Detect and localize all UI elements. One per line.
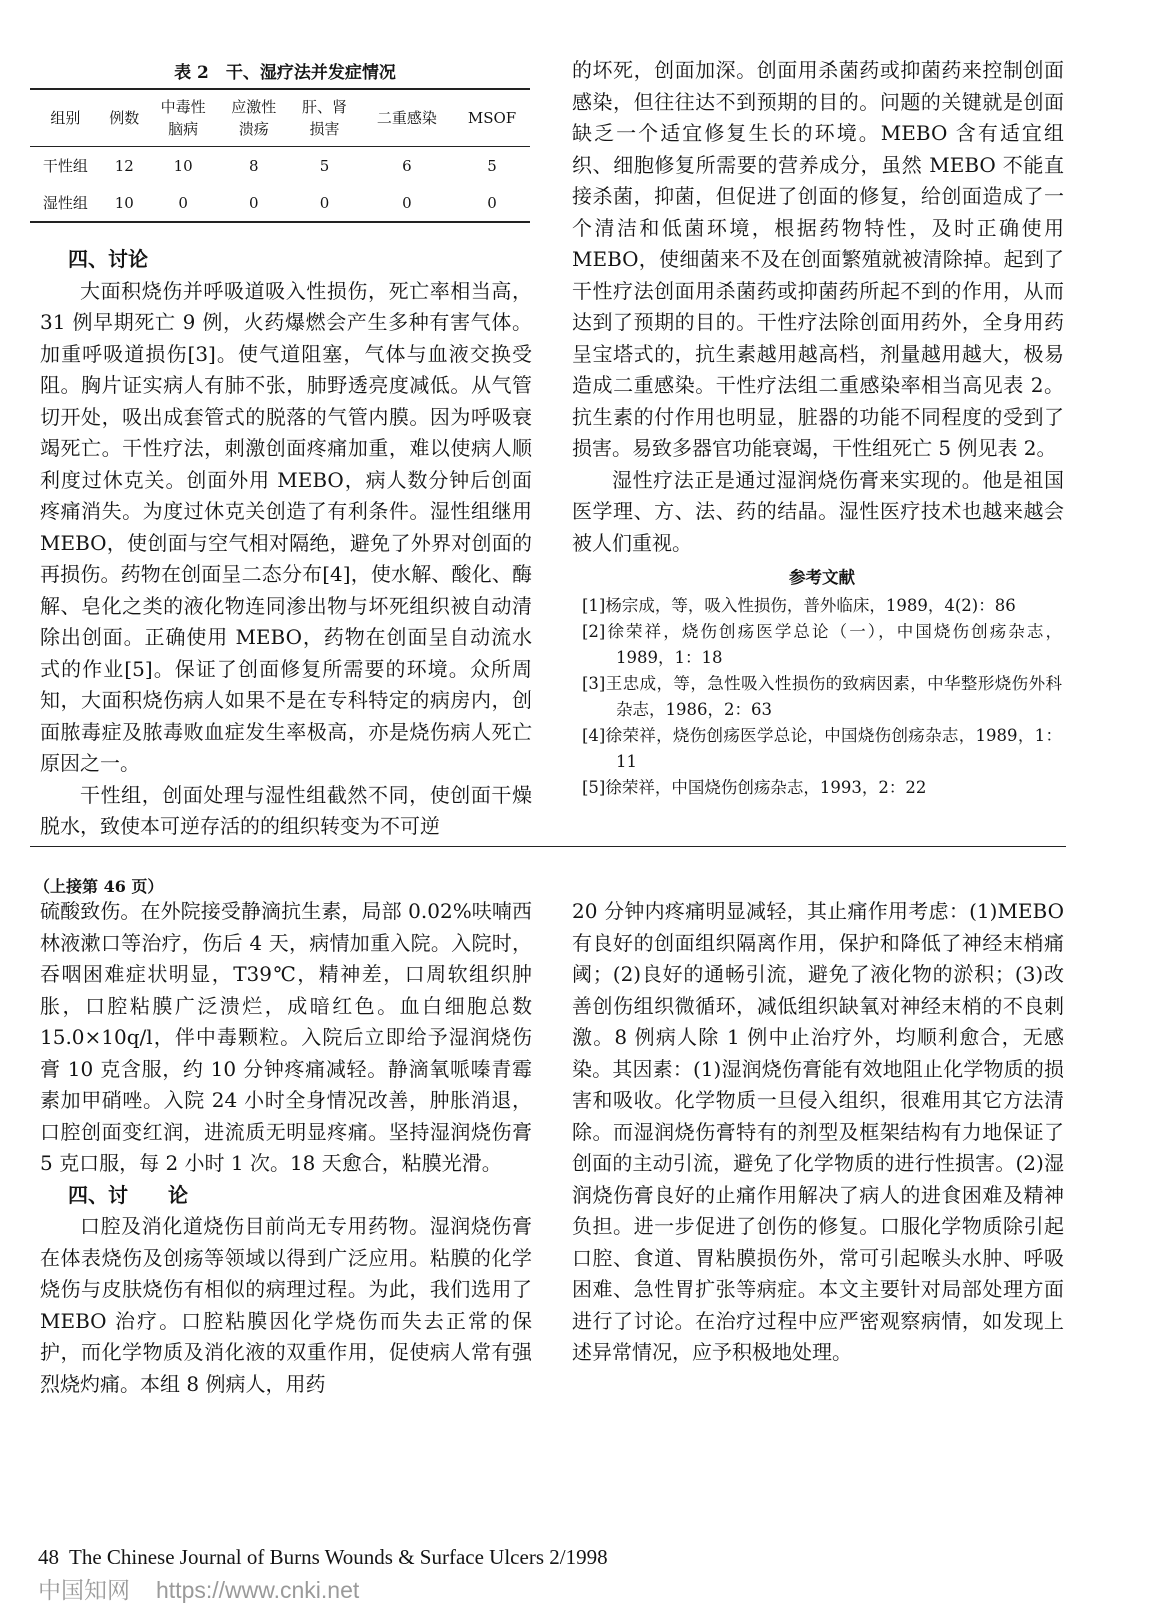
references-section [582,565,1062,801]
table-cell: 湿性组 [30,184,101,222]
table-cell: 10 [173,156,193,175]
upper-right-column [572,55,1064,559]
table-cell: 0 [148,184,219,222]
table-cell: 12 [114,156,134,175]
table-cell: 0 [360,184,454,222]
table-header-cell: MSOF [454,89,530,147]
table-row [30,184,530,222]
section-heading-discussion: 四、讨论 [68,247,148,271]
watermark-url: https://www.cnki.net [156,1577,360,1603]
reference-item: [5]徐荣祥，中国烧伤创疡杂志，1993，2：22 [582,778,927,797]
table-cell: 6 [402,156,412,175]
complications-table [30,88,530,223]
lower-right-column [572,896,1064,1369]
discussion-paragraph-5: 口腔及消化道烧伤目前尚无专用药物。湿润烧伤膏在体表烧伤及创疡等领域以得到广泛应用。粘膜的化学烧伤与皮肤烧伤有相似的病理过程。为此，我们选用了 MEBO 治疗。口腔粘膜因化学烧伤而失去正常的保护，而化学物质及消化液的双重作用，促使病人常有强烈烧灼痛。本组 8 例病人，用药 [40,1214,532,1396]
table-header-cell: 肝、肾 损害 [289,89,360,147]
upper-left-column [40,244,532,843]
reference-item: [3]王忠成，等，急性吸入性损伤的致病因素，中华整形烧伤外科杂志，1986，2：63 [582,674,1062,719]
table-cell: 0 [454,184,530,222]
table-header-cell: 应激性 溃疡 [218,89,289,147]
table-row [30,147,530,185]
reference-item: [1]杨宗成，等，吸入性损伤，普外临床，1989，4(2)：86 [582,596,1016,615]
discussion-paragraph-3: 的坏死，创面加深。创面用杀菌药或抑菌药来控制创面感染，但往往达不到预期的目的。问题的关键就是创面缺乏一个适宜修复生长的环境。MEBO 含有适宜组织、细胞修复所需要的营养成分，虽然 MEBO 不能直接杀菌，抑菌，但促进了创面的修复，给创面造成了一个清洁和低菌环境，根据药物特性，及时正确使用 MEBO，使细菌来不及在创面繁殖就被清除掉。起到了干性疗法创面用杀菌药或抑菌药所起不到的作用，从而达到了预期的目的。干性疗法除创面用药外，全身用药呈宝塔式的，抗生素越用越高档，剂量越用越大，极易造成二重感染。干性疗法组二重感染率相当高见表 2。抗生素的付作用也明显，脏器的功能不同程度的受到了损害。易致多器官功能衰竭，干性组死亡 5 例见表 2。 [572,58,1064,460]
table-header-cell: 组别 [30,89,101,147]
continued-from-note: （上接第 46 页） [34,877,164,896]
table-cell: 干性组 [42,157,88,175]
watermark-brand: 中国知网 [38,1577,130,1603]
cnki-watermark [38,1572,359,1605]
table-cell: 5 [319,156,330,175]
discussion-paragraph-4: 湿性疗法正是通过湿润烧伤膏来实现的。他是祖国医学理、方、法、药的结晶。湿性医疗技术也越来越会被人们重视。 [572,467,1064,555]
table-cell: 0 [289,184,360,222]
table-cell: 5 [487,156,497,175]
reference-item: [2]徐荣祥，烧伤创疡医学总论（一），中国烧伤创疡杂志，1989，1：18 [582,622,1062,667]
table-body [30,147,530,223]
table-header-cell: 二重感染 [360,89,454,147]
table-header-cell: 中毒性 脑病 [148,89,219,147]
section-heading-discussion-2: 四、讨 论 [68,1182,188,1207]
discussion-paragraph-6: 20 分钟内疼痛明显减轻，其止痛作用考虑：(1)MEBO 有良好的创面组织隔离作用，保护和降低了神经末梢痛阈；(2)良好的通畅引流，避免了液化物的淤积；(3)改善创伤组织微循环，减低组织缺氧对神经末梢的不良刺激。8 例病人除 1 例中止治疗外，均顺利愈合，无感染。其因素：(1)湿润烧伤膏能有效地阻止化学物质的损害和吸收。化学物质一旦侵入组织，很难用其它方法清除。而湿润烧伤膏特有的剂型及框架结构有力地保证了创面的主动引流，避免了化学物质的进行性损害。(2)湿润烧伤膏良好的止痛作用解决了病人的进食困难及精神负担。进一步促进了创伤的修复。口服化学物质除引起口腔、食道、胃粘膜损伤外，常可引起喉头水肿、呼吸困难、急性胃扩张等病症。本文主要针对局部处理方面进行了讨论。在治疗过程中应严密观察病情，如发现上述异常情况，应予积极地处理。 [572,899,1064,1364]
lower-left-column [40,896,532,1400]
section-divider [30,846,1066,847]
discussion-paragraph-1: 大面积烧伤并呼吸道吸入性损伤，死亡率相当高，31 例早期死亡 9 例，火药爆燃会产生多种有害气体。加重呼吸道损伤[3]。使气道阻塞，气体与血液交换受阻。胸片证实病人有肺不张，肺野透亮度减低。从气管切开处，吸出成套管式的脱落的气管内膜。因为呼吸衰竭死亡。干性疗法，刺激创面疼痛加重，难以使病人顺利度过休克关。创面外用 MEBO，病人数分钟后创面疼痛消失。为度过休克关创造了有利条件。湿性组继用 MEBO，使创面与空气相对隔绝，避免了外界对创面的再损伤。药物在创面呈二态分布[4]，使水解、酸化、酶解、皂化之类的液化物连同渗出物与坏死组织被自动清除出创面。正确使用 MEBO，药物在创面呈自动流水式的作业[5]。保证了创面修复所需要的环境。众所周知，大面积烧伤病人如果不是在专科特定的病房内，创面脓毒症及脓毒败血症发生率极高，亦是烧伤病人死亡原因之一。 [40,278,532,775]
table-header-cell: 例数 [101,89,148,147]
table-2-title: 表 2 干、湿疗法并发症情况 [174,63,396,83]
references-heading: 参考文献 [789,568,855,587]
case-paragraph: 硫酸致伤。在外院接受静滴抗生素，局部 0.02%呋喃西林液漱口等治疗，伤后 4 天，病情加重入院。入院时，吞咽困难症状明显，T39℃，精神差，口周软组织肿胀，口腔粘膜广泛溃烂，成暗红色。血白细胞总数 15.0×10q/l，伴中毒颗粒。入院后立即给予湿润烧伤膏 10 克含服，约 10 分钟疼痛减轻。静滴氧哌嗪青霉素加甲硝唑。入院 24 小时全身情况改善，肿胀消退，口腔创面变红润，进流质无明显疼痛。坚持湿润烧伤膏 5 克口服，每 2 小时 1 次。18 天愈合，粘膜光滑。 [40,899,532,1175]
table-cell: 0 [218,184,289,222]
reference-item: [4]徐荣祥，烧伤创疡医学总论，中国烧伤创疡杂志，1989，1：11 [582,726,1062,771]
discussion-paragraph-2: 干性组，创面处理与湿性组截然不同，使创面干燥脱水，致使本可逆存活的的组织转变为不可逆 [40,782,532,838]
table-header-row [30,89,530,147]
table-cell: 10 [101,184,148,222]
table-cell: 8 [249,156,259,175]
page-footer [38,1545,608,1570]
page-number: 48 [38,1545,59,1569]
journal-name: The Chinese Journal of Burns Wounds & Surface Ulcers 2/1998 [69,1545,608,1569]
